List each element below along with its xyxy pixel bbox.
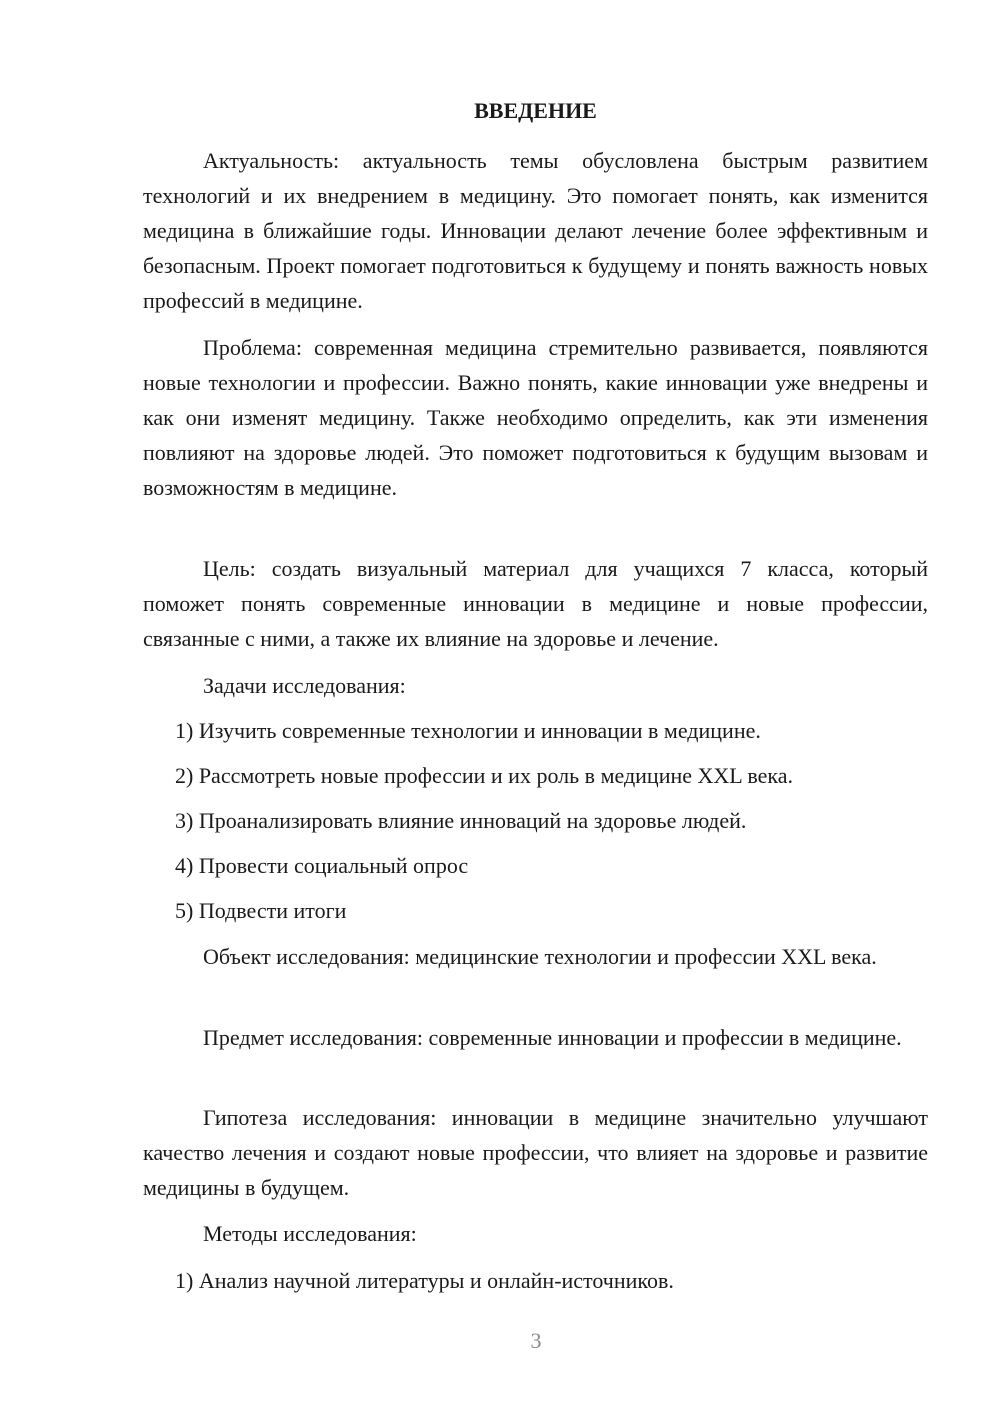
subject-paragraph: Предмет исследования: современные инновации и профессии в медицине. <box>203 1025 902 1050</box>
page-number: 3 <box>530 1328 542 1353</box>
object-paragraph: Объект исследования: медицинские технологии и профессии XXL века. <box>203 944 877 969</box>
relevance-paragraph: Актуальность: актуальность темы обусловлена быстрым развитием технологий и их внедрением в медицину. Это помогает понять, как изменится медицина в ближайшие годы. Инновации делают лечение более эффективным и безопасным. Проект помогает подготовиться к будущему и понять важность новых профессий в медицине. <box>143 148 928 313</box>
hypothesis-paragraph: Гипотеза исследования: инновации в медицине значительно улучшают качество лечения и создают новые профессии, что влияет на здоровье и развитие медицины в будущем. <box>143 1105 928 1200</box>
method-item: 1) Анализ научной литературы и онлайн-источников. <box>175 1268 674 1293</box>
problem-paragraph: Проблема: современная медицина стремительно развивается, появляются новые технологии и профессии. Важно понять, какие инновации уже внедрены и как они изменят медицину. Также необходимо определить, как эти изменения повлияют на здоровье людей. Это поможет подготовиться к будущим вызовам и возможностям в медицине. <box>143 335 928 500</box>
task-item: 4) Провести социальный опрос <box>175 853 469 878</box>
methods-heading: Методы исследования: <box>203 1221 417 1246</box>
goal-paragraph: Цель: создать визуальный материал для учащихся 7 класса, который поможет понять современные инновации в медицине и новые профессии, связанные с ними, а также их влияние на здоровье и лечение. <box>143 556 928 651</box>
task-item: 2) Рассмотреть новые профессии и их роль в медицине XXL века. <box>175 763 794 788</box>
task-item: 5) Подвести итоги <box>175 898 347 923</box>
task-item: 1) Изучить современные технологии и инновации в медицине. <box>175 718 761 743</box>
section-title: ВВЕДЕНИЕ <box>474 98 597 123</box>
tasks-heading: Задачи исследования: <box>203 673 406 698</box>
task-item: 3) Проанализировать влияние инноваций на здоровье людей. <box>175 808 747 833</box>
